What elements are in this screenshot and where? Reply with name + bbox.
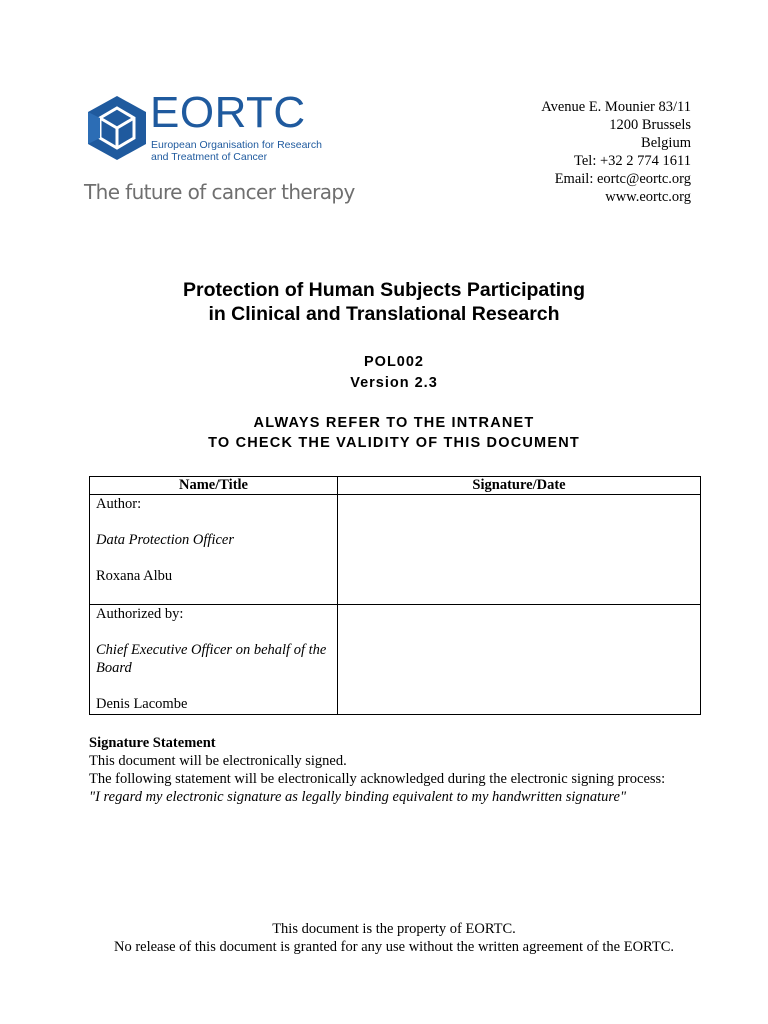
footer-line1: This document is the property of EORTC. [272, 921, 516, 937]
table-row-authorized-by [90, 605, 701, 715]
address-website[interactable]: www.eortc.org [605, 189, 691, 205]
footer-line2: No release of this document is granted for any use without the written agreement of the EORTC. [113, 939, 675, 955]
authorizer-cell [90, 605, 338, 715]
authorizer-label: Authorized by: [96, 606, 184, 622]
author-role: Data Protection Officer [96, 532, 234, 548]
validity-warning [0, 413, 768, 453]
document-title-line2: in Clinical and Translational Research [208, 303, 560, 325]
author-name: Roxana Albu [96, 568, 173, 584]
column-header-name-title: Name/Title [90, 477, 338, 495]
authorizer-name: Denis Lacombe [96, 696, 188, 712]
logo-subtitle [151, 139, 322, 163]
authorizer-role: Chief Executive Officer on behalf of the Board [96, 642, 327, 676]
address-phone: Tel: +32 2 774 1611 [574, 153, 691, 169]
table-row-author [90, 495, 701, 605]
document-version: Version 2.3 [350, 375, 438, 391]
author-cell [90, 495, 338, 605]
signature-table [89, 476, 701, 715]
signature-statement-line2: The following statement will be electronically acknowledged during the electronic signing process: [89, 771, 666, 787]
document-title-line1: Protection of Human Subjects Participating [183, 279, 585, 301]
address-email[interactable]: Email: eortc@eortc.org [554, 171, 691, 187]
logo-tagline: The future of cancer therapy [84, 180, 355, 204]
address-country: Belgium [641, 135, 691, 151]
document-info [0, 352, 768, 394]
eortc-cube-icon [84, 94, 150, 162]
validity-warning-line1: ALWAYS REFER TO THE INTRANET [253, 415, 535, 431]
signature-statement [89, 734, 665, 806]
address-city: 1200 Brussels [609, 117, 691, 133]
logo-subtitle-line1: European Organisation for Research [151, 139, 323, 151]
signature-statement-heading: Signature Statement [89, 735, 216, 751]
logo-wordmark: EORTC [150, 88, 306, 137]
address-street: Avenue E. Mounier 83/11 [541, 99, 691, 115]
footer [0, 920, 768, 956]
document-title [0, 278, 768, 326]
signature-statement-line1: This document will be electronically signed. [89, 753, 347, 769]
address-block [541, 98, 691, 206]
author-signature-cell [338, 495, 701, 605]
eortc-logo [84, 88, 355, 212]
author-label: Author: [96, 496, 142, 512]
column-header-signature-date: Signature/Date [338, 477, 701, 495]
logo-subtitle-line2: and Treatment of Cancer [151, 151, 268, 163]
signature-statement-quote: "I regard my electronic signature as legally binding equivalent to my handwritten signature" [89, 789, 627, 805]
authorizer-signature-cell [338, 605, 701, 715]
document-code: POL002 [364, 354, 424, 370]
validity-warning-line2: TO CHECK THE VALIDITY OF THIS DOCUMENT [208, 435, 580, 451]
signature-table-header [90, 477, 701, 495]
